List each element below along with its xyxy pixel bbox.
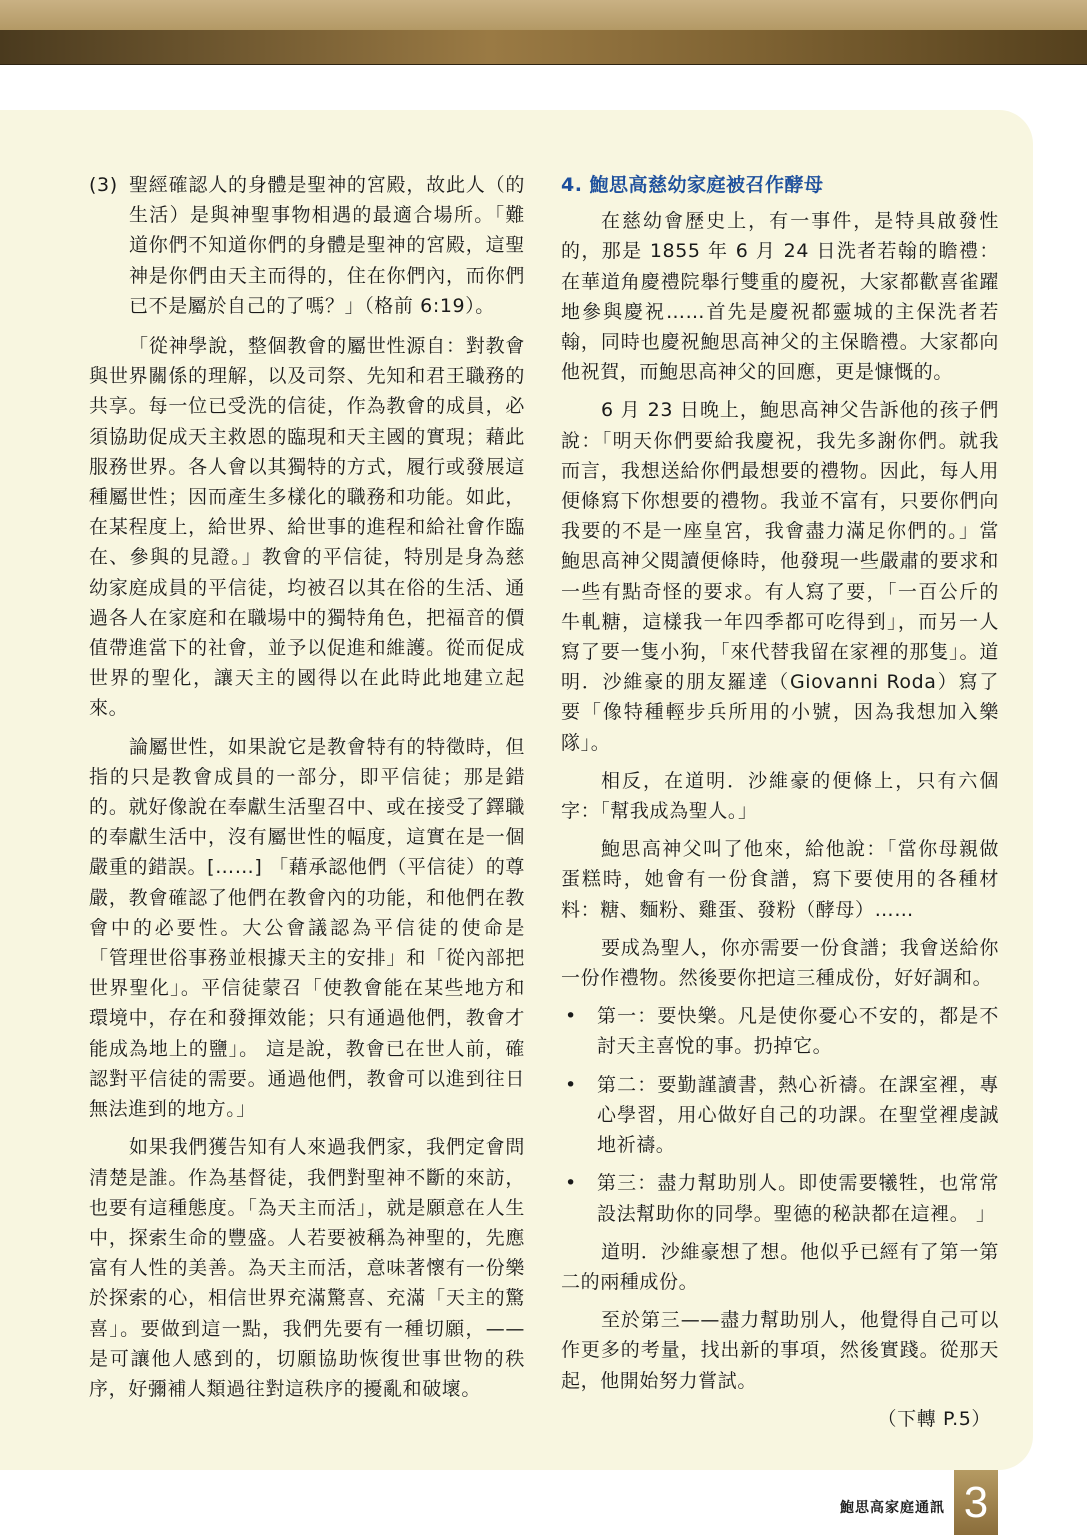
bullet-text: 第一：要快樂。凡是使你憂心不安的，都是不討天主喜悅的事。扔掉它。 (597, 1005, 999, 1058)
continued-note: （下轉 P.5） (877, 1407, 991, 1430)
item-marker: (3) (89, 174, 118, 196)
bullet-icon: • (565, 1172, 577, 1195)
paragraph: 論屬世性，如果說它是教會特有的特徵時，但指的只是教會成員的一部分，即平信徒；那是錯的。就好像說在奉獻生活聖召中、或在接受了鐸職的奉獻生活中，沒有屬世性的幅度，這實在是一個嚴重的錯誤。[……] 「藉承認他們（平信徒）的尊嚴，教會確認了他們在教會內的功能，和他們在教會中的必要性。大公會議認為平信徒的使命是 「管理世俗事務並根據天主的安排」和「從內部把世界聖化」。平信徒蒙召「使教會能在某些地方和環境中，存在和發揮效能；只有通過他們，教會才能成為地上的鹽」。 這是說，教會已在世人前，確認對平信徒的需要。通過他們，教會可以進到往日無法進到的地方。」 (89, 735, 525, 1121)
paragraph: 相反，在道明．沙維豪的便條上，只有六個字：「幫我成為聖人。」 (561, 769, 999, 823)
bullet-item (561, 1001, 999, 1061)
left-column (89, 170, 525, 1412)
page-number: 3 (963, 1478, 989, 1527)
paragraph: 鮑思高神父叫了他來，給他說：「當你母親做蛋糕時，她會有一份食譜，寫下要使用的各種材料：糖、麵粉、雞蛋、發粉（酵母）…… (561, 838, 999, 921)
paragraph: 6 月 23 日晚上，鮑思高神父告訴他的孩子們說：「明天你們要給我慶祝，我先多謝你們。就我而言，我想送給你們最想要的禮物。因此，每人用便條寫下你想要的禮物。我並不富有，只要你們向我要的不是一座皇宮，我會盡力滿足你們的。」當鮑思高神父閱讀便條時，他發現一些嚴肅的要求和一些有點奇怪的要求。有人寫了要，「一百公斤的牛軋糖，這樣我一年四季都可吃得到」，而另一人寫了要一隻小狗，「來代替我留在家裡的那隻」。道明．沙維豪的朋友羅達（Giovanni Roda）寫了要「像特種輕步兵所用的小號，因為我想加入樂隊」。 (561, 399, 999, 754)
bullet-item (561, 1070, 999, 1161)
paragraph: 「從神學說，整個教會的屬世性源自：對教會與世界關係的理解，以及司祭、先知和君王職務的共享。每一位已受洗的信徒，作為教會的成員，必須協助促成天主救恩的臨現和天主國的實現；藉此服務世界。各人會以其獨特的方式，履行或發展這種屬世性；因而產生多樣化的職務和功能。如此，在某程度上，給世界、給世事的進程和給社會作臨在、參與的見證。」教會的平信徒，特別是身為慈幼家庭成員的平信徒，均被召以其在俗的生活、通過各人在家庭和在職場中的獨特角色，把福音的價值帶進當下的社會，並予以促進和維護。從而促成世界的聖化，讓天主的國得以在此時此地建立起來。 (89, 335, 525, 720)
bullet-text: 第三：盡力幫助別人。即使需要犧牲，也常常設法幫助你的同學。聖德的秘訣都在這裡。 」 (597, 1172, 999, 1225)
bullet-text: 第二：要勤謹讀書，熱心祈禱。在課室裡，專心學習，用心做好自己的功課。在聖堂裡虔誠地祈禱。 (597, 1073, 999, 1157)
right-column (561, 170, 999, 1434)
header-band (0, 0, 1087, 65)
numbered-item-3 (89, 170, 525, 321)
paragraph: 在慈幼會歷史上，有一事件，是特具啟發性的，那是 1855 年 6 月 24 日洗者若翰的瞻禮：在華道角慶禮院舉行雙重的慶祝，大家都歡喜雀躍地參與慶祝……首先是慶祝都靈城的主保洗者若翰，同時也慶祝鮑思高神父的主保瞻禮。大家都向他祝賀，而鮑思高神父的回應，更是慷慨的。 (561, 210, 999, 384)
item-text: 聖經確認人的身體是聖神的宮殿，故此人（的生活）是與神聖事物相遇的最適合場所。「難道你們不知道你們的身體是聖神的宮殿，這聖神是你們由天主而得的，住在你們內，而你們已不是屬於自己的了嗎？」（格前 6:19）。 (129, 174, 525, 317)
paragraph: 要成為聖人，你亦需要一份食譜；我會送給你一份作禮物。然後要你把這三種成份，好好調和。 (561, 936, 999, 990)
bullet-item (561, 1168, 999, 1228)
bullet-icon: • (565, 1073, 577, 1096)
bullet-icon: • (565, 1005, 577, 1028)
section-heading: 4. 鮑思高慈幼家庭被召作酵母 (561, 174, 824, 196)
publication-title: 鮑思高家庭通訊 (840, 1500, 945, 1516)
paragraph: 如果我們獲告知有人來過我們家，我們定會問清楚是誰。作為基督徒，我們對聖神不斷的來訪，也要有這種態度。「為天主而活」，就是願意在人生中，探索生命的豐盛。人若要被稱為神聖的，先應富有人性的美善。為天主而活，意味著懷有一份樂於探索的心，相信世界充滿驚喜、充滿「天主的驚喜」。要做到這一點，我們先要有一種切願，——是可讓他人感到的，切願協助恢復世事世物的秩序，好彌補人類過往對這秩序的擾亂和破壞。 (89, 1136, 525, 1400)
paragraph: 至於第三——盡力幫助別人，他覺得自己可以作更多的考量，找出新的事項，然後實踐。從那天起，他開始努力嘗試。 (561, 1309, 999, 1392)
page-number-box (954, 1470, 998, 1535)
paragraph: 道明．沙維豪想了想。他似乎已經有了第一第二的兩種成份。 (561, 1240, 999, 1293)
